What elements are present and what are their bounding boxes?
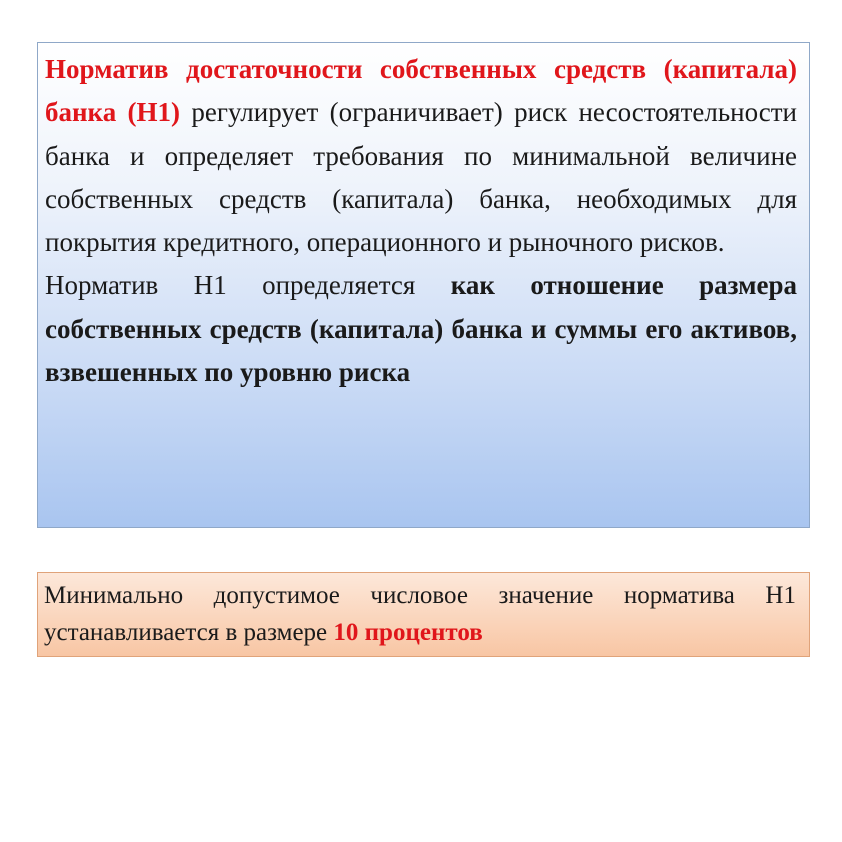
minimum-value-text — [44, 577, 796, 651]
minimum-value-body: Минимально допустимое числовое значение норматива Н1 устанавливается в размере — [44, 582, 796, 646]
paragraph-definition — [45, 48, 797, 264]
paragraph-calculation — [45, 264, 797, 394]
calculation-intro: Норматив Н1 определяется — [45, 270, 451, 301]
highlighted-term: Норматив достаточности собственных средств (капитала) банка (Н1) — [45, 54, 797, 128]
definition-body: регулирует (ограничивает) риск несостоятельности банка и определяет требования по минимальной величине собственных средств (капитала) банка, необходимых для покрытия кредитного, операционного и рыночного рисков. — [45, 97, 797, 258]
minimum-value-highlight: 10 процентов — [333, 619, 483, 646]
calculation-formula: как отношение размера собственных средств (капитала) банка и суммы его активов, взвешенных по уровню риска — [45, 270, 798, 388]
definition-text — [45, 48, 797, 394]
